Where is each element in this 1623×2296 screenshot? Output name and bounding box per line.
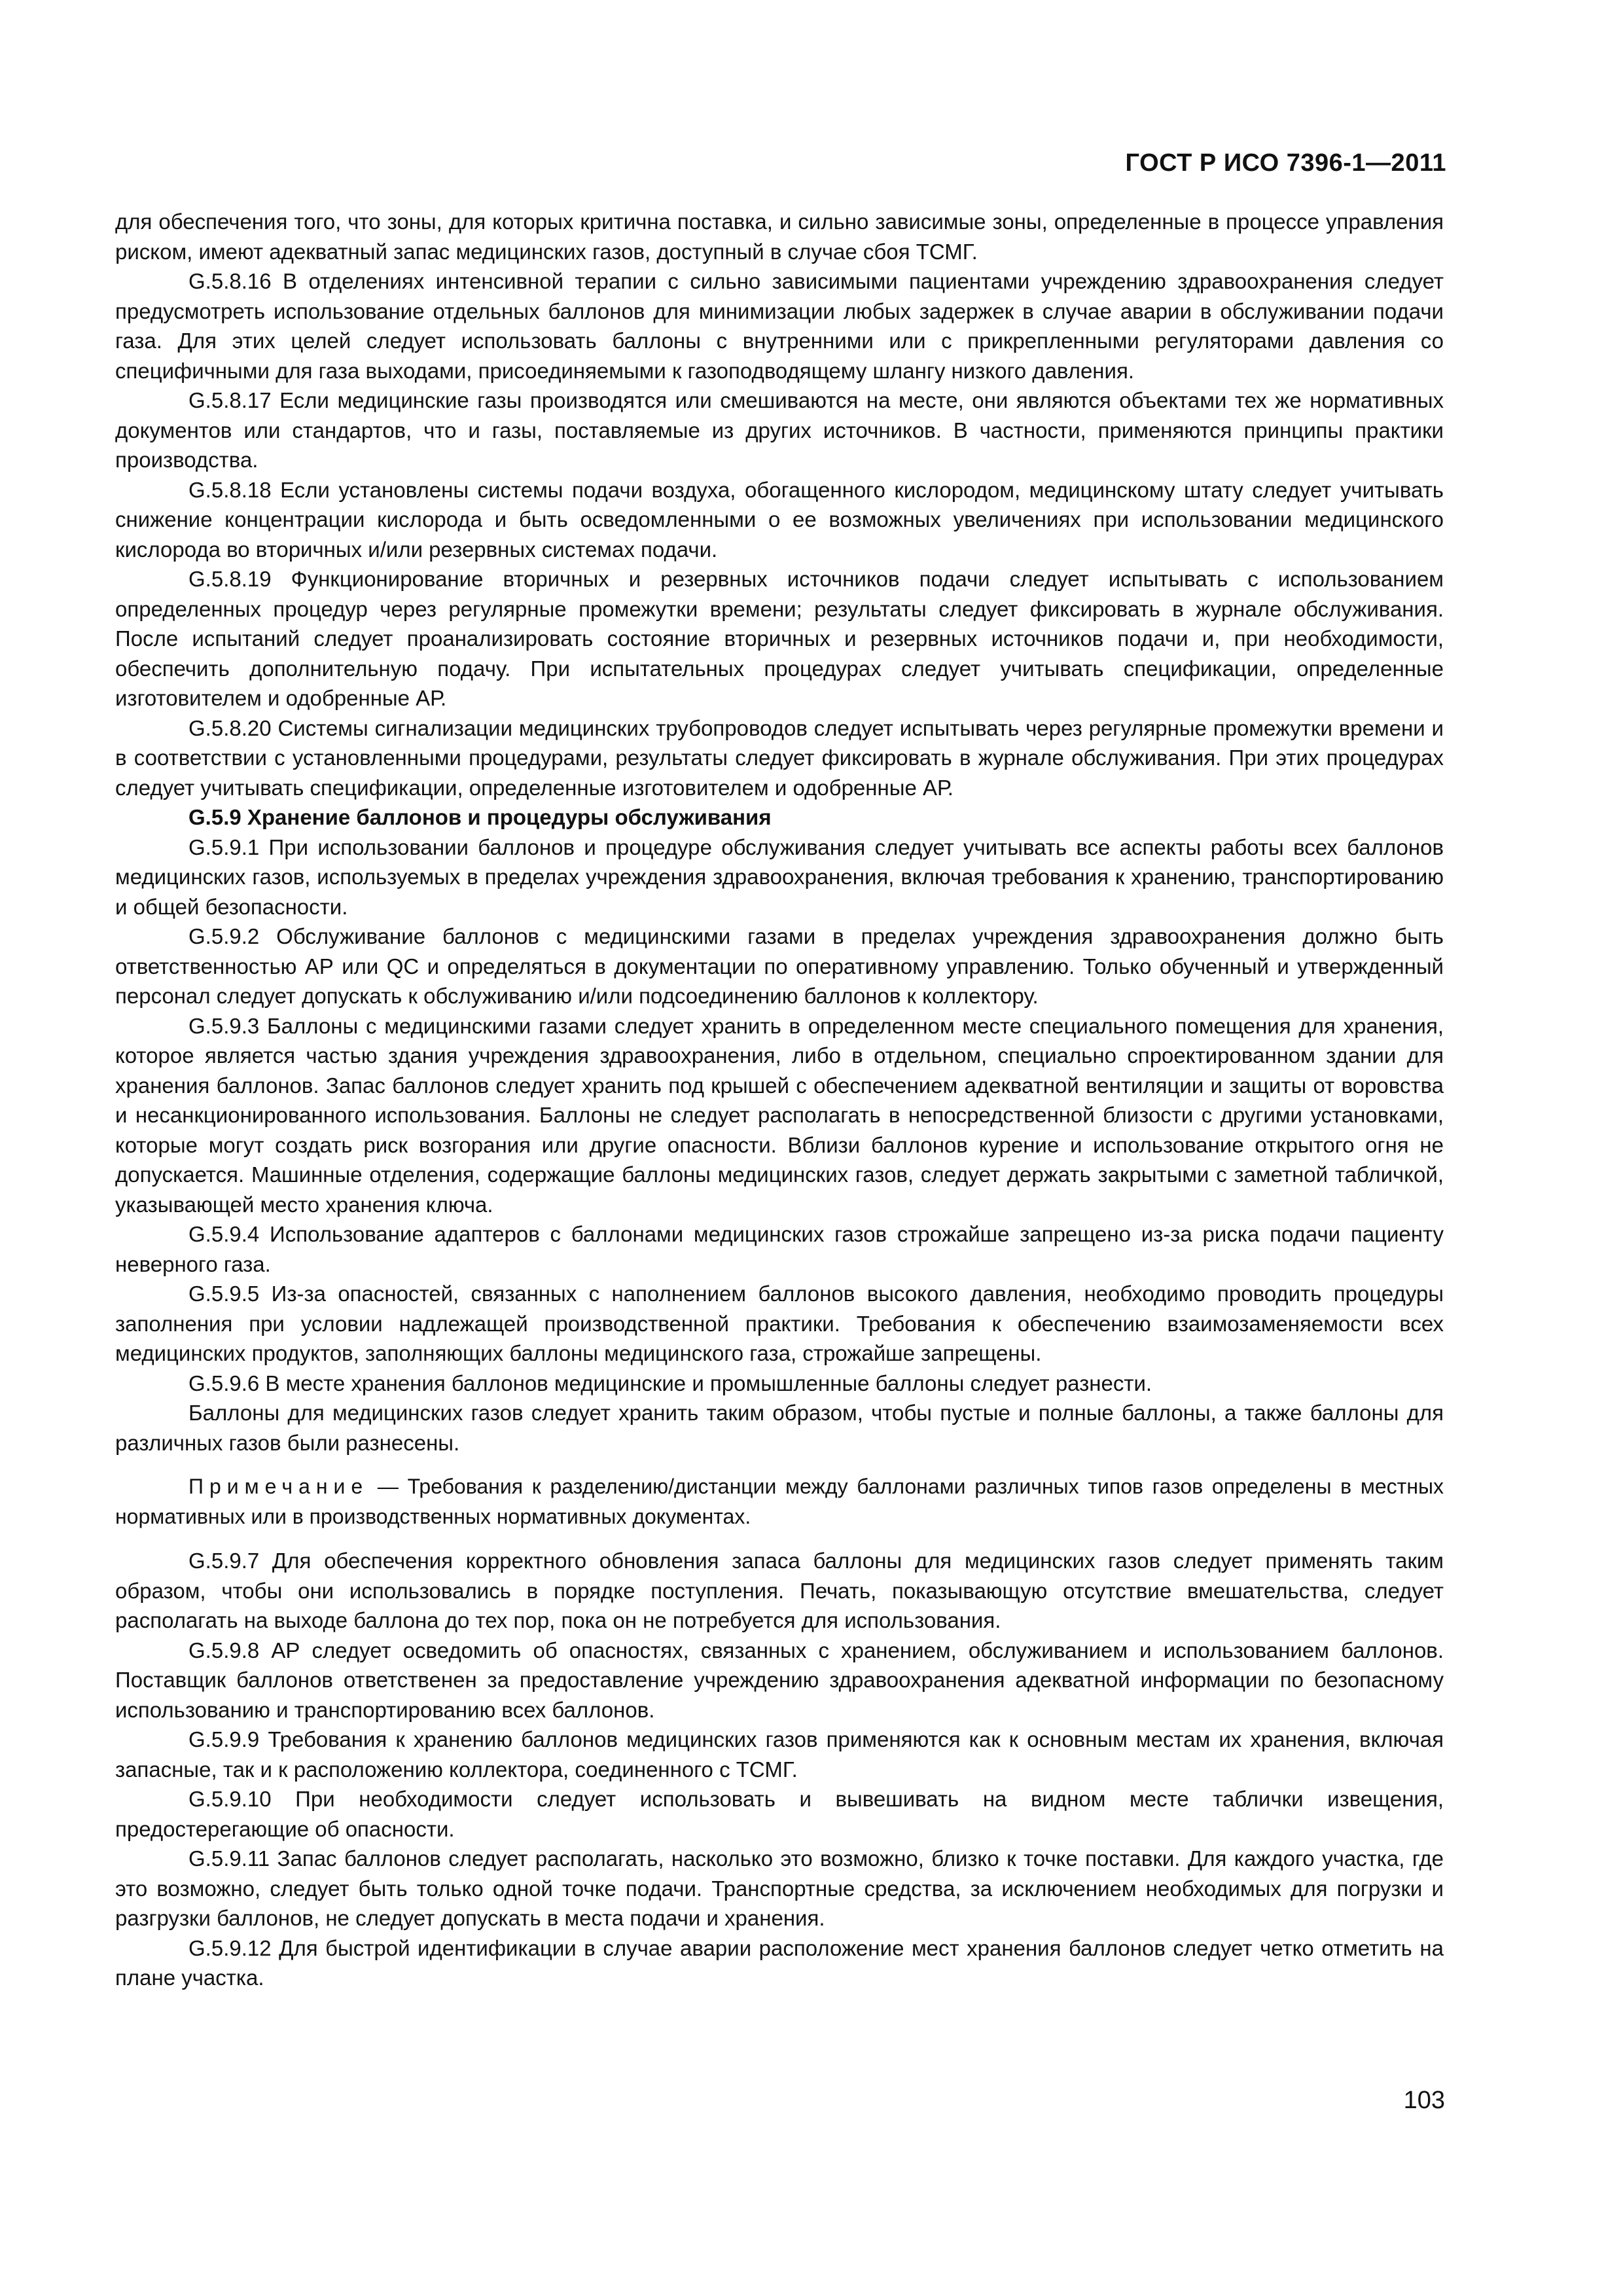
standard-header-title: ГОСТ Р ИСО 7396-1—2011 (1125, 149, 1446, 177)
paragraph-g-5-9-3: G.5.9.3 Баллоны с медицинскими газами следует хранить в определенном месте специального помещения для хранения, которое является частью здания учреждения здравоохранения, либо в отдельном, специально спроектированном здании для хранения баллонов. Запас баллонов следует хранить под крышей с обеспечением адекватной вентиляции и защиты от воровства и несанкционированного использования. Баллоны не следует располагать в непосредственной близости с другими установками, которые могут создать риск возгорания или другие опасности. Вблизи баллонов курение и использование открытого огня не допускается. Машинные отделения, содержащие баллоны медицинских газов, следует держать закрытыми с заметной табличкой, указывающей место хранения ключа. (115, 1013, 1444, 1217)
note-label: Примечание (188, 1475, 369, 1498)
paragraph-g-5-9-8: G.5.9.8 АР следует осведомить об опасностях, связанных с хранением, обслуживанием и использованием баллонов. Поставщик баллонов ответственен за предоставление учреждению здравоохранения адекватной информации по безопасному использованию и транспортированию всех баллонов. (115, 1638, 1444, 1722)
body-text (115, 207, 1444, 1993)
paragraph-g-5-9-5: G.5.9.5 Из-за опасностей, связанных с наполнением баллонов высокого давления, необходимо проводить процедуры заполнения при условии надлежащей производственной практики. Требования к обеспечению взаимозаменяемости всех медицинских продуктов, заполняющих баллоны медицинского газа, строжайше запрещены. (115, 1282, 1444, 1365)
paragraph-g-5-9-7: G.5.9.7 Для обеспечения корректного обновления запаса баллоны для медицинских газов следует применять таким образом, чтобы они использовались в порядке поступления. Печать, показывающую отсутствие вмешательства, следует располагать на выходе баллона до тех пор, пока он не потребуется для использования. (115, 1549, 1444, 1632)
page-number: 103 (1403, 2087, 1445, 2114)
paragraph-g-5-9-2: G.5.9.2 Обслуживание баллонов с медицинскими газами в пределах учреждения здравоохранения должно быть ответственностью АР или QC и определяться в документации по оперативному управлению. Только обученный и утвержденный персонал следует допускать к обслуживанию и/или подсоединению баллонов к коллектору. (115, 924, 1444, 1008)
paragraph-g-5-8-17: G.5.8.17 Если медицинские газы производятся или смешиваются на месте, они являются объектами тех же нормативных документов или стандартов, что и газы, поставляемые из других источников. В частности, применяются принципы практики производства. (115, 388, 1444, 472)
paragraph-g-5-9-9: G.5.9.9 Требования к хранению баллонов медицинских газов применяются как к основным местам их хранения, включая запасные, так и к расположению коллектора, соединенного с ТСМГ. (115, 1727, 1444, 1782)
paragraph-cylinders-separation: Баллоны для медицинских газов следует хранить таким образом, чтобы пустые и полные баллоны, а также баллоны для различных газов были разнесены. (115, 1401, 1444, 1455)
paragraph-g-5-9-10: G.5.9.10 При необходимости следует использовать и вывешивать на видном месте таблички извещения, предостерегающие об опасности. (115, 1787, 1444, 1841)
section-heading-g-5-9: G.5.9 Хранение баллонов и процедуры обслуживания (188, 805, 772, 829)
paragraph-g-5-9-1: G.5.9.1 При использовании баллонов и процедуре обслуживания следует учитывать все аспекты работы всех баллонов медицинских газов, используемых в пределах учреждения здравоохранения, включая требования к хранению, транспортированию и общей безопасности. (115, 834, 1444, 919)
paragraph-g-5-9-11: G.5.9.11 Запас баллонов следует располагать, насколько это возможно, близко к точке поставки. Для каждого участка, где это возможно, следует быть только одной точке подачи. Транспортные средства, за исключением необходимых для погрузки и разгрузки баллонов, не следует допускать в места подачи и хранения. (115, 1846, 1444, 1930)
paragraph-continuation: для обеспечения того, что зоны, для которых критична поставка, и сильно зависимые зоны, определенные в процессе управления риском, имеют адекватный запас медицинских газов, доступный в случае сбоя ТСМГ. (115, 209, 1444, 264)
paragraph-g-5-9-6: G.5.9.6 В месте хранения баллонов медицинские и промышленные баллоны следует разнести. (188, 1371, 1152, 1395)
paragraph-g-5-8-16: G.5.8.16 В отделениях интенсивной терапии с сильно зависимыми пациентами учреждению здравоохранения следует предусмотреть использование отдельных баллонов для минимизации любых задержек в случае аварии в обслуживании подачи газа. Для этих целей следует использовать баллоны с внутренними или с прикрепленными регуляторами давления со специфичными для газа выходами, присоединяемыми к газоподводящему шлангу низкого давления. (115, 269, 1444, 383)
paragraph-g-5-9-12: G.5.9.12 Для быстрой идентификации в случае аварии расположение мест хранения баллонов следует четко отметить на плане участка. (115, 1935, 1444, 1990)
paragraph-g-5-8-19: G.5.8.19 Функционирование вторичных и резервных источников подачи следует испытывать с использованием определенных процедур через регулярные промежутки времени; результаты следует фиксировать в журнале обслуживания. После испытаний следует проанализировать состояние вторичных и резервных источников подачи и, при необходимости, обеспечить дополнительную подачу. При испытательных процедурах следует учитывать спецификации, определенные изготовителем и одобренные АР. (115, 567, 1444, 710)
note-text: — Требования к разделению/дистанции между баллонами различных типов газов определены в местных нормативных или в производственных нормативных документах. (115, 1475, 1444, 1528)
note-paragraph (115, 1472, 1444, 1532)
paragraph-g-5-8-20: G.5.8.20 Системы сигнализации медицинских трубопроводов следует испытывать через регулярные промежутки времени и в соответствии с установленными процедурами, результаты следует фиксировать в журнале обслуживания. При этих процедурах следует учитывать спецификации, определенные изготовителем и одобренные АР. (115, 715, 1444, 800)
paragraph-g-5-8-18: G.5.8.18 Если установлены системы подачи воздуха, обогащенного кислородом, медицинскому штату следует учитывать снижение концентрации кислорода и быть осведомленными о ее возможных увеличениях при использовании медицинского кислорода во вторичных и/или резервных системах подачи. (115, 477, 1444, 562)
paragraph-g-5-9-4: G.5.9.4 Использование адаптеров с баллонами медицинских газов строжайше запрещено из-за риска подачи пациенту неверного газа. (115, 1222, 1444, 1276)
